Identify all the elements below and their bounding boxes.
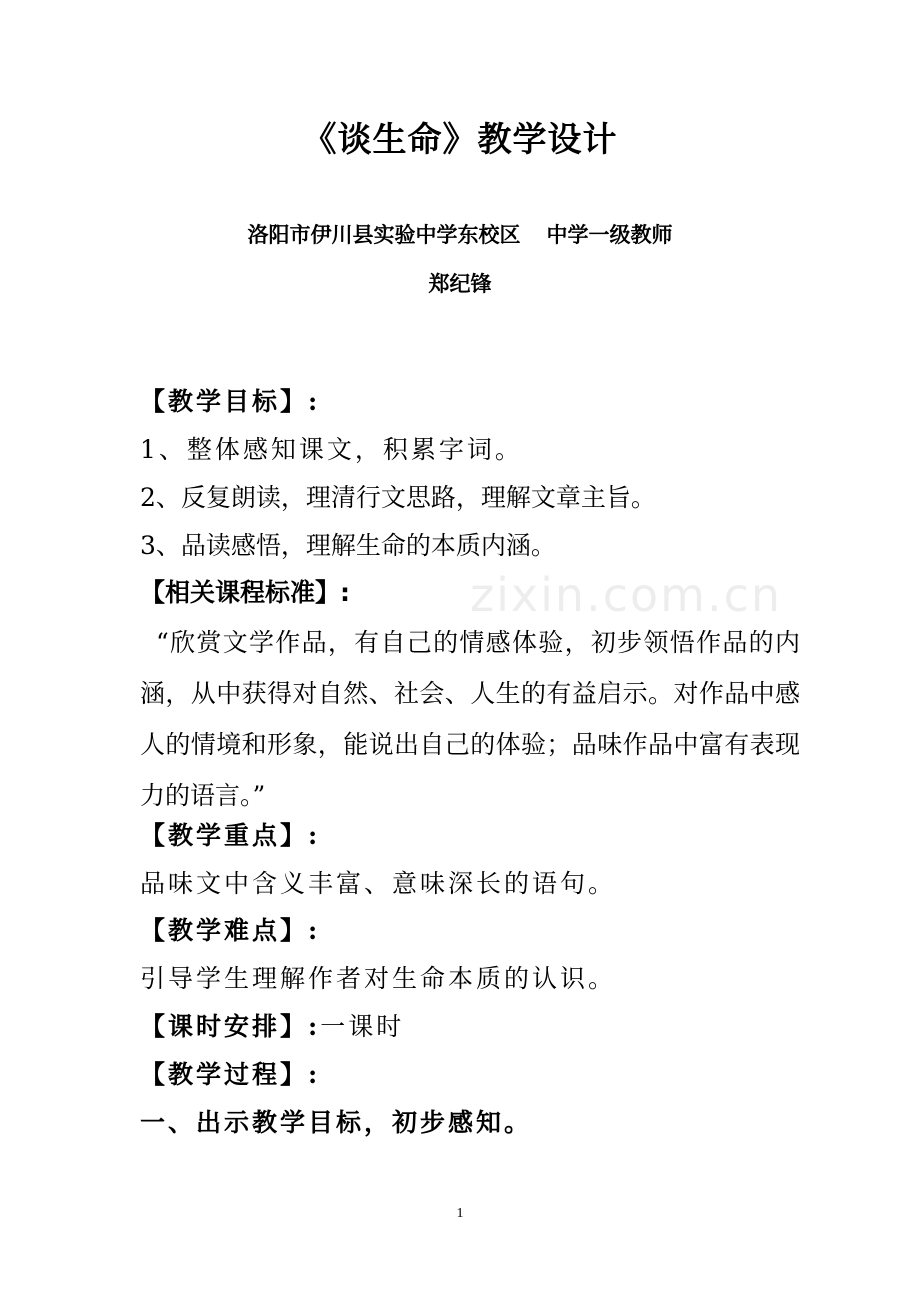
objective-item: 1、整体感知课文，积累字词。 bbox=[140, 435, 523, 464]
objectives-heading: 【教学目标】: bbox=[140, 387, 321, 416]
document-title: 《谈生命》教学设计 bbox=[302, 120, 618, 160]
page-number: 1 bbox=[456, 1206, 464, 1221]
author-name: 郑纪锋 bbox=[428, 272, 492, 296]
process-step-1: 一、出示教学目标，初步感知。 bbox=[140, 1108, 533, 1137]
author-school: 洛阳市伊川县实验中学东校区 bbox=[247, 223, 521, 247]
process-heading: 【教学过程】: bbox=[140, 1060, 321, 1089]
author-rank: 中学一级教师 bbox=[546, 223, 673, 247]
key-points-text: 品味文中含义丰富、意味深长的语句。 bbox=[140, 869, 617, 898]
schedule-text: 一课时 bbox=[320, 1012, 405, 1041]
difficulty-text: 引导学生理解作者对生命本质的认识。 bbox=[140, 964, 617, 993]
schedule-heading: 【课时安排】: bbox=[140, 1012, 321, 1041]
author-affiliation bbox=[0, 219, 920, 249]
objective-item: 2、反复朗读，理清行文思路，理解文章主旨。 bbox=[140, 483, 656, 512]
key-points-heading: 【教学重点】: bbox=[140, 821, 321, 850]
watermark: zixin.com.cn bbox=[470, 568, 783, 622]
standards-paragraph: “欣赏文学作品，有自己的情感体验，初步领悟作品的内涵，从中获得对自然、社会、人生的有益启示。对作品中感人的情境和形象，能说出自己的体验；品味作品中富有表现力的语言。” bbox=[140, 628, 800, 810]
standards-heading: 【相关课程标准】: bbox=[140, 578, 350, 607]
difficulty-heading: 【教学难点】: bbox=[140, 916, 321, 945]
schedule-line bbox=[140, 1003, 800, 1051]
objective-item: 3、品读感悟，理解生命的本质内涵。 bbox=[140, 531, 556, 560]
